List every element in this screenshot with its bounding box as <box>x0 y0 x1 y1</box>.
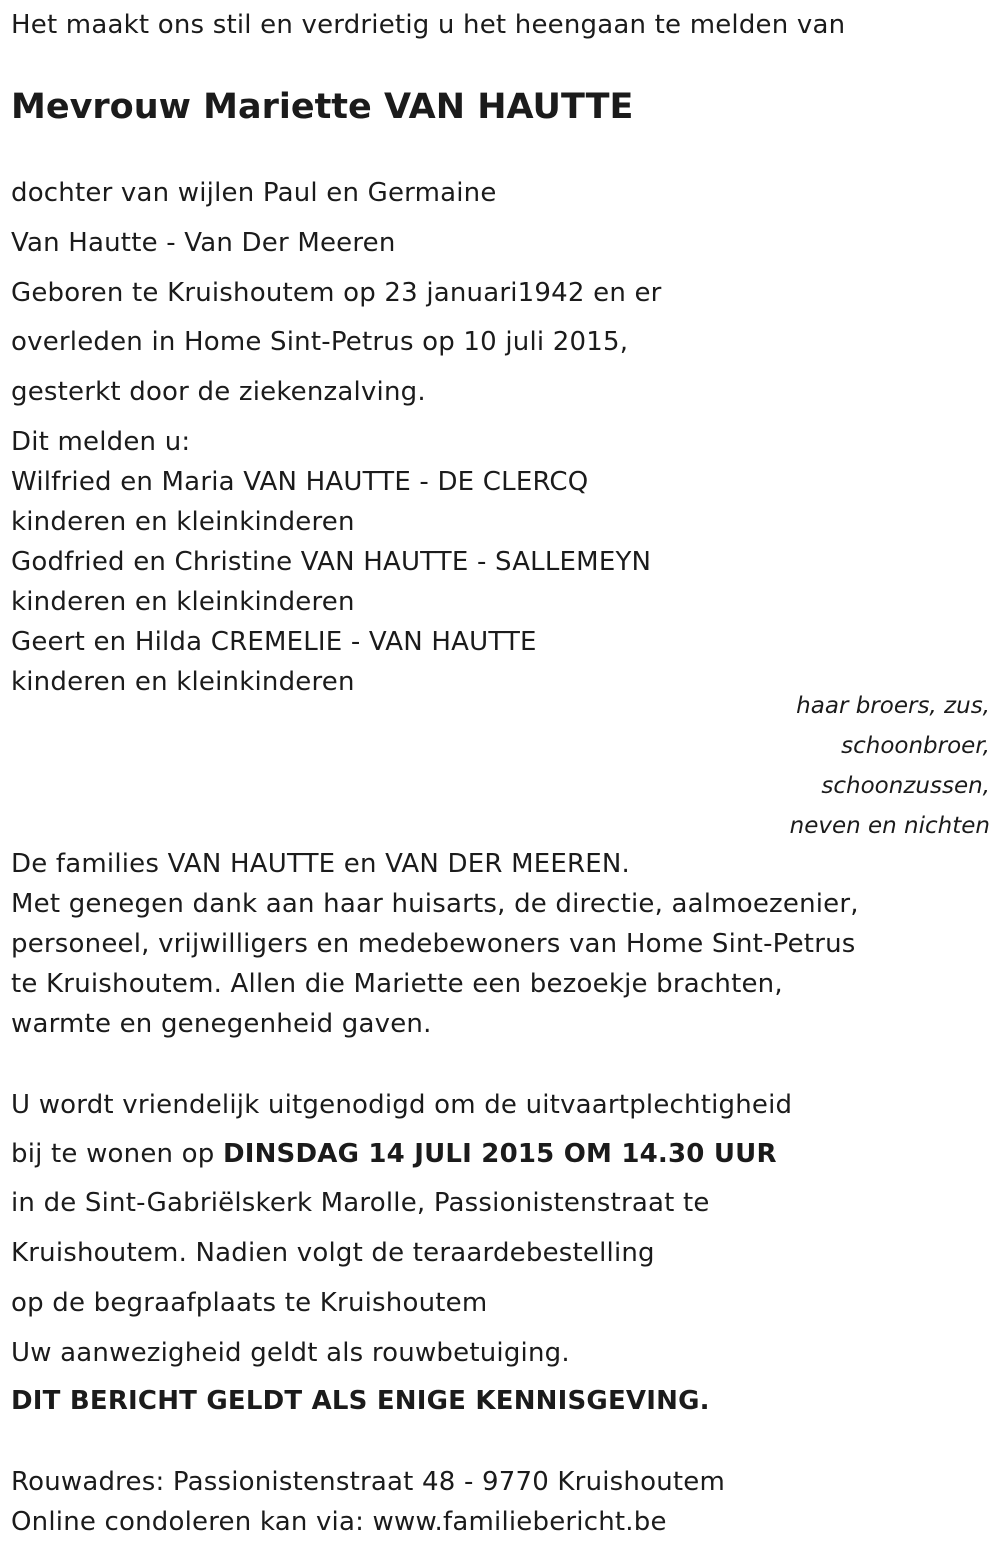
invitation-line-6: Uw aanwezigheid geldt als rouwbetuiging. <box>11 1338 570 1368</box>
family-line-4: kinderen en kleinkinderen <box>11 587 355 617</box>
bio-line-1: dochter van wijlen Paul en Germaine <box>11 178 497 208</box>
thanks-line-2: personeel, vrijwilligers en medebewoners van Home Sint-Petrus <box>11 929 856 959</box>
sole-notice: DIT BERICHT GELDT ALS ENIGE KENNISGEVING. <box>11 1386 710 1416</box>
family-line-5: Geert en Hilda CREMELIE - VAN HAUTTE <box>11 627 537 657</box>
bio-line-5: gesterkt door de ziekenzalving. <box>11 377 426 407</box>
families-line: De families VAN HAUTTE en VAN DER MEEREN. <box>11 849 630 879</box>
thanks-line-4: warmte en genegenheid gaven. <box>11 1009 432 1039</box>
mourning-address: Rouwadres: Passionistenstraat 48 - 9770 Kruishoutem <box>11 1467 726 1497</box>
bio-line-2: Van Hautte - Van Der Meeren <box>11 228 396 258</box>
family-line-3: Godfried en Christine VAN HAUTTE - SALLEMEYN <box>11 547 652 577</box>
relatives-line-1: haar broers, zus, <box>796 693 990 719</box>
thanks-line-1: Met genegen dank aan haar huisarts, de directie, aalmoezenier, <box>11 889 859 919</box>
intro-text: Het maakt ons stil en verdrietig u het heengaan te melden van <box>11 10 846 40</box>
relatives-line-4: neven en nichten <box>789 813 990 839</box>
relatives-line-2: schoonbroer, <box>841 733 990 759</box>
invitation-line-3: in de Sint-Gabriëlskerk Marolle, Passionistenstraat te <box>11 1188 710 1218</box>
bio-line-3: Geboren te Kruishoutem op 23 januari1942 en er <box>11 278 662 308</box>
invitation-line-1: U wordt vriendelijk uitgenodigd om de uitvaartplechtigheid <box>11 1090 793 1120</box>
invitation-line-4: Kruishoutem. Nadien volgt de teraardebestelling <box>11 1238 655 1268</box>
invitation-line-5: op de begraafplaats te Kruishoutem <box>11 1288 488 1318</box>
invitation-line-2 <box>11 1138 777 1170</box>
deceased-name: Mevrouw Mariette VAN HAUTTE <box>11 87 634 127</box>
relatives-line-3: schoonzussen, <box>821 773 990 799</box>
family-line-6: kinderen en kleinkinderen <box>11 667 355 697</box>
family-line-2: kinderen en kleinkinderen <box>11 507 355 537</box>
announcers-label: Dit melden u: <box>11 427 191 457</box>
bio-line-4: overleden in Home Sint-Petrus op 10 juli 2015, <box>11 327 629 357</box>
thanks-line-3: te Kruishoutem. Allen die Mariette een bezoekje brachten, <box>11 969 783 999</box>
online-condolence: Online condoleren kan via: www.familiebericht.be <box>11 1507 667 1537</box>
funeral-date-time: DINSDAG 14 JULI 2015 OM 14.30 UUR <box>222 1139 777 1169</box>
family-line-1: Wilfried en Maria VAN HAUTTE - DE CLERCQ <box>11 467 589 497</box>
invitation-line-2-prefix: bij te wonen op <box>11 1139 223 1169</box>
